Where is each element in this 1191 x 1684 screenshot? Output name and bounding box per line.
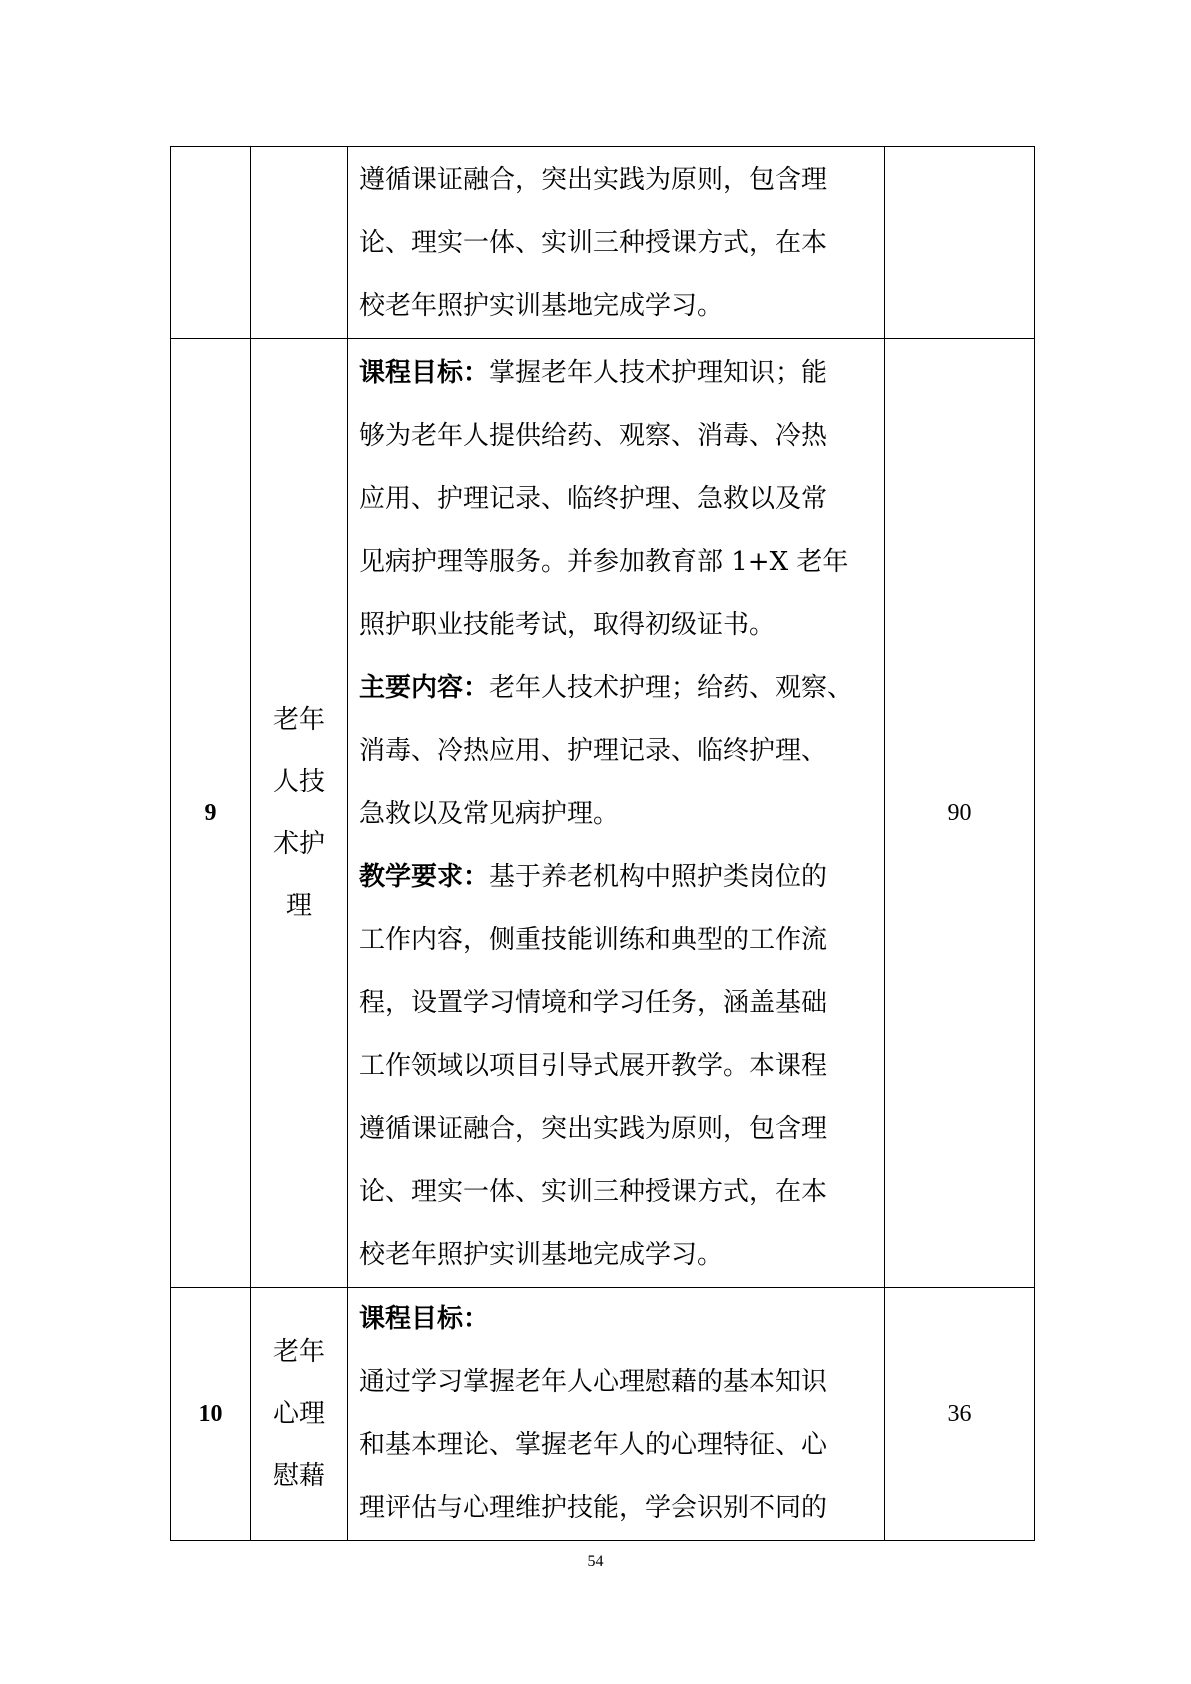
description-line: 通过学习掌握老年人心理慰藉的基本知识 <box>359 1367 828 1397</box>
course-name-line: 人技 <box>272 767 325 797</box>
description-line: 应用、护理记录、临终护理、急救以及常 <box>359 484 828 514</box>
description-line: 程，设置学习情境和学习任务，涵盖基础 <box>359 988 828 1018</box>
description-line: 遵循课证融合，突出实践为原则，包含理 <box>359 165 828 195</box>
description-line: 工作内容，侧重技能训练和典型的工作流 <box>359 925 828 955</box>
table-row <box>171 147 1035 339</box>
description-line: 工作领域以项目引导式展开教学。本课程 <box>359 1051 828 1081</box>
description-line: 论、理实一体、实训三种授课方式，在本 <box>359 228 828 258</box>
row-number <box>171 147 251 339</box>
description-line: 论、理实一体、实训三种授课方式，在本 <box>359 1177 828 1207</box>
description-line: 理评估与心理维护技能，学会识别不同的 <box>359 1493 828 1523</box>
page-number: 54 <box>587 1553 604 1570</box>
table-row <box>171 339 1035 1288</box>
description-line: 遵循课证融合，突出实践为原则，包含理 <box>359 1114 828 1144</box>
goal-label: 课程目标： <box>359 1304 490 1334</box>
course-name <box>251 147 348 339</box>
course-name-line: 理 <box>285 891 312 921</box>
description-line: 校老年照护实训基地完成学习。 <box>359 1240 724 1270</box>
course-hours <box>885 147 1035 339</box>
course-table <box>170 146 1035 1541</box>
table-row <box>171 1288 1035 1541</box>
content-label: 主要内容： <box>359 673 490 703</box>
course-name-line: 术护 <box>272 829 325 859</box>
row-number: 10 <box>171 1288 251 1541</box>
description-line: 和基本理论、掌握老年人的心理特征、心 <box>359 1430 828 1460</box>
course-description <box>348 1288 885 1541</box>
description-line: 课程目标：掌握老年人技术护理知识；能 <box>359 358 828 388</box>
course-description <box>348 339 885 1288</box>
course-name-line: 老年 <box>272 1337 325 1367</box>
row-number: 9 <box>171 339 251 1288</box>
description-line <box>359 1288 874 1351</box>
course-hours: 36 <box>885 1288 1035 1541</box>
course-name <box>251 339 348 1288</box>
course-description <box>348 147 885 339</box>
description-line: 主要内容：老年人技术护理；给药、观察、 <box>359 673 854 703</box>
description-line: 消毒、冷热应用、护理记录、临终护理、 <box>359 736 828 766</box>
description-line: 见病护理等服务。并参加教育部 1+X 老年 <box>359 547 849 577</box>
goal-label: 课程目标： <box>359 358 490 388</box>
course-name <box>251 1288 348 1541</box>
requirement-label: 教学要求： <box>359 862 490 892</box>
course-name-line: 慰藉 <box>272 1461 325 1491</box>
course-name-line: 心理 <box>272 1399 325 1429</box>
course-name-line: 老年 <box>272 705 325 735</box>
description-line: 教学要求：基于养老机构中照护类岗位的 <box>359 862 828 892</box>
description-line: 急救以及常见病护理。 <box>359 799 620 829</box>
description-line: 照护职业技能考试，取得初级证书。 <box>359 610 776 640</box>
course-hours: 90 <box>885 339 1035 1288</box>
description-line: 够为老年人提供给药、观察、消毒、冷热 <box>359 421 828 451</box>
description-line: 校老年照护实训基地完成学习。 <box>359 291 724 321</box>
